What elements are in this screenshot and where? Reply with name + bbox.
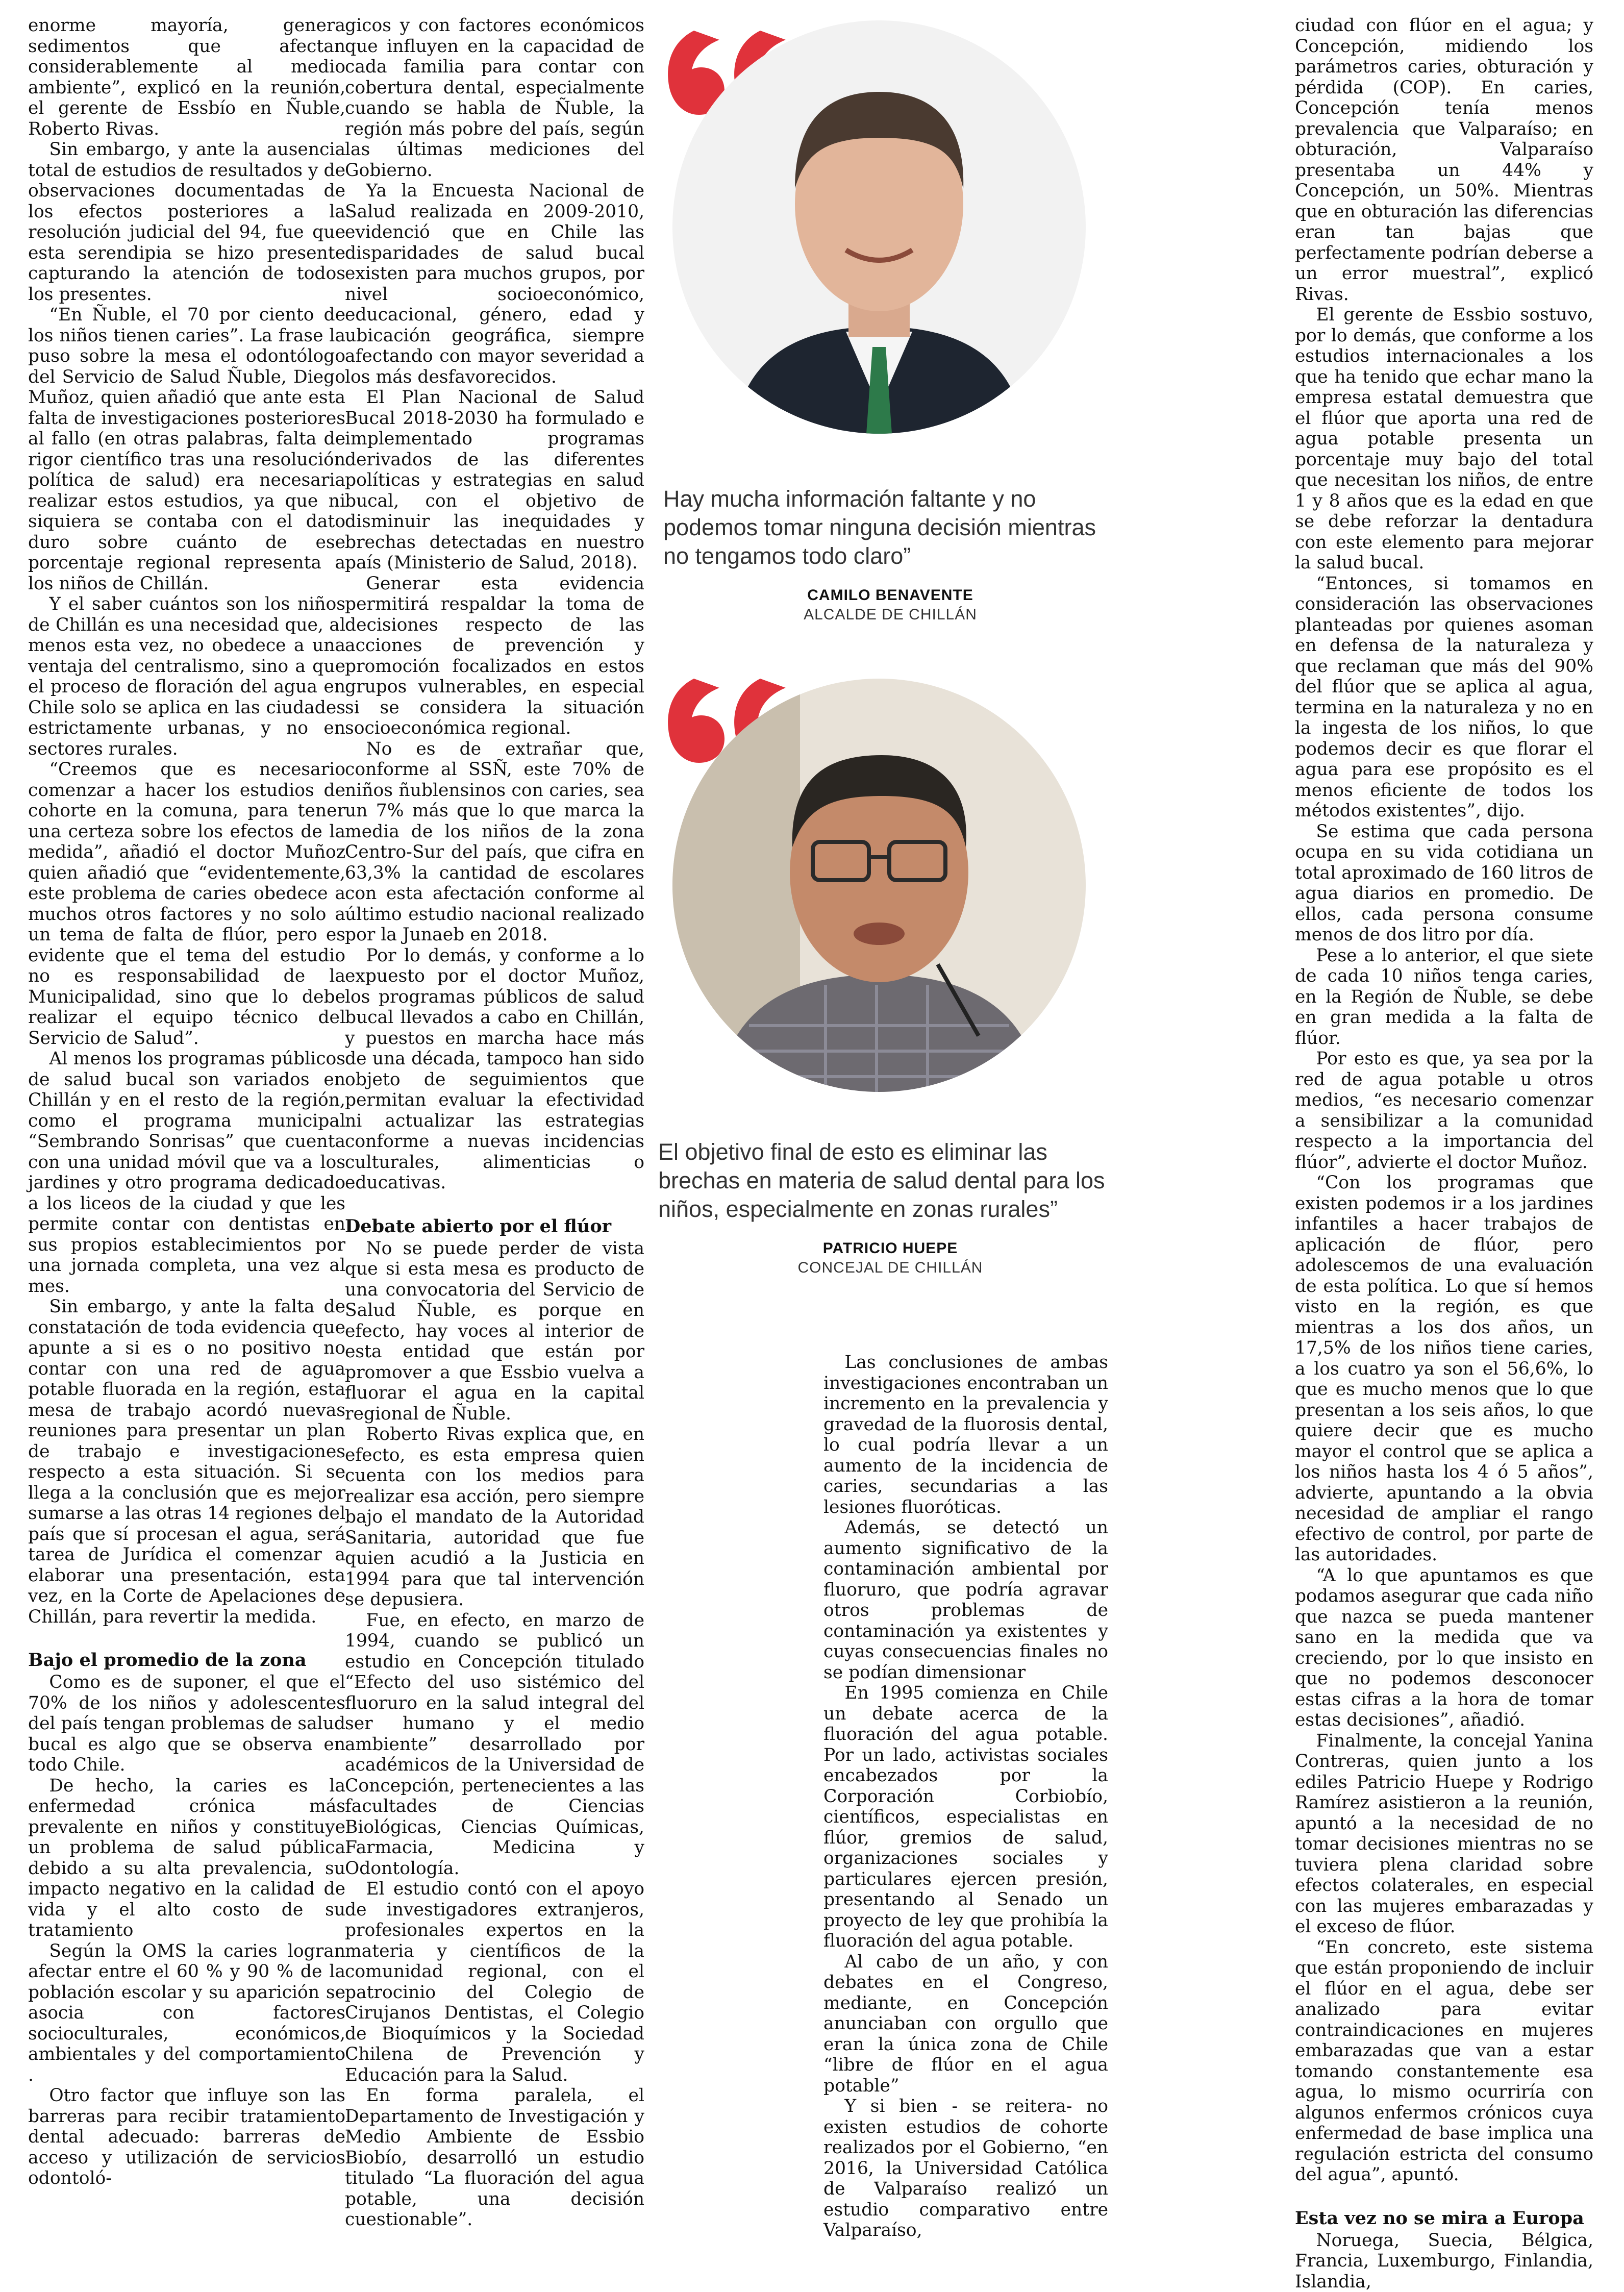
quote-author: CAMILO BENAVENTE: [776, 587, 1005, 604]
paragraph: El gerente de Essbio sostuvo, por lo demás, que conforme a los estudios internacionales a los que ha tenido que echar mano la empresa estatal demuestra que el flúor que aporta una red de agua potable presenta un porcentaje muy bajo del total que necesitan los niños, de entre 1 y 8 años que es la edad en que se debe reforzar la dentadura con este elemento para mejorar la salud bucal.: [1295, 305, 1593, 574]
paragraph: Como es de suponer, el que el 70% de los niños y adolescentes del país tengan problemas de salud bucal es algo que se observa en todo Chile.: [28, 1672, 345, 1776]
quote-role: ALCALDE DE CHILLÁN: [776, 606, 1005, 624]
paragraph: De hecho, la caries es la enfermedad crónica más prevalente en niños y constituye un problema de salud pública debido a su alta prevalencia, su impacto negativo en la calidad de vida y el alto costo de su tratamiento: [28, 1776, 345, 1941]
paragraph: Fue, en efecto, en marzo de 1994, cuando se publicó un estudio en Concepción titulado “Efecto del uso sistémico del fluoruro en la salud integral del ser humano y el medio ambiente” desarrollado por académicos de la Universidad de Concepción, pertenecientes a las facultades de Ciencias Biológicas, Ciencias Químicas, Farmacia, Medicina y Odontología.: [345, 1610, 644, 1879]
paragraph: Y si bien - se reitera- no existen estudios de cohorte realizados por el Gobierno, “en 2016, la Universidad Católica de Valparaíso realizó un estudio comparativo entre Valparaíso,: [823, 2096, 1108, 2241]
paragraph: Además, se detectó un aumento significativo de la contaminación ambiental por fluoruro, que podría agravar otros problemas de contaminación ya existentes y cuyas consecuencias finales no se podían dimensionar: [823, 1517, 1108, 1683]
paragraph: Al menos los programas públicos de salud bucal son variados en Chillán y en el resto de la región, como el programa municipal “Sembrando Sonrisas” que cuenta con una unidad móvil que va a los jardines y otro programa dedicado a los liceos de la ciudad y que les permite contar con dentistas en sus propios establecimientos por una jornada completa, una vez al mes.: [28, 1049, 345, 1297]
paragraph: Según la OMS la caries logran afectar entre el 60 % y 90 % de la población escolar y su aparición se asocia con factores socioculturales, económicos, ambientales y del comportamiento .: [28, 1941, 345, 2086]
quote-author: PATRICIO HUEPE: [776, 1240, 1005, 1257]
paragraph: No se puede perder de vista que si esta mesa es producto de una convocatoria del Servicio de Salud Ñuble, es porque en efecto, hay voces al interior de esta entidad que están por promover a que Essbio vuelva a fluorar el agua en la capital regional de Ñuble.: [345, 1238, 644, 1425]
paragraph: Y el saber cuántos son los niños de Chillán es una necesidad que, al menos esta vez, no obedece a una ventaja del centralismo, sino a que el proceso de floración del agua en Chile solo se aplica en las ciudades estrictamente urbanas, y no en sectores rurales.: [28, 594, 345, 759]
paragraph: “Creemos que es necesario comenzar a hacer los estudios de cohorte en la comuna, para tener una certeza sobre los efectos de la medida”, añadió el doctor Muñoz quien añadió que “evidentemente, este problema de caries obedece a muchos otros factores y no solo a un tema de falta de flúor, pero es evidente que el tema del estudio no es responsabilidad de la Municipalidad, sino que lo debe realizar el equipo técnico del Servicio de Salud”.: [28, 759, 345, 1049]
quote-role: CONCEJAL DE CHILLÁN: [776, 1259, 1005, 1277]
portrait-patricio-huepe: [672, 679, 1086, 1092]
paragraph: “A lo que apuntamos es que podamos asegurar que cada niño que nazca se pueda mantener sano en la medida que va creciendo, por lo que insisto en que no podemos desconocer estas cifras a la hora de tomar estas decisiones”, añadió.: [1295, 1565, 1593, 1731]
paragraph: “En concreto, este sistema que están proponiendo de incluir el flúor en el agua, debe ser analizado para evitar contraindicaciones en mujeres embarazadas que van a estar tomando constantemente esa agua, lo mismo ocurriría con algunos enfermos crónicos cuya enfermedad de base implica una regulación estricta del consumo del agua”, apuntó.: [1295, 1937, 1593, 2185]
paragraph: El Plan Nacional de Salud Bucal 2018-2030 ha formulado e implementado programas derivados de las diferentes políticas y estrategias en salud bucal, con el objetivo de disminuir las inequidades y brechas detectadas en nuestro país (Ministerio de Salud, 2018).: [345, 387, 644, 574]
quote-text: El objetivo final de esto es eliminar las brechas en materia de salud dental para los niños, especialmente en zonas rurales”: [658, 1138, 1117, 1224]
paragraph: Por lo demás, y conforme a lo expuesto por el doctor Muñoz, los programas públicos de salud bucal llevados a cabo en Chillán, y puestos en marcha hace más de una década, tampoco han sido objeto de seguimientos que permitan evaluar la efectividad ni actualizar las estrategias conforme a nuevas incidencias culturales, alimenticias o educativas.: [345, 945, 644, 1193]
article-column-1: [28, 15, 345, 2189]
portrait-camilo-benavente: [672, 20, 1086, 434]
article-column-3: [823, 1352, 1108, 2241]
paragraph: El estudio contó con el apoyo de investigadores extranjeros, profesionales expertos en la materia y científicos de la comunidad regional, con el patrocinio del Colegio de Cirujanos Dentistas, el Colegio de Bioquímicos y la Sociedad Chilena de Prevención y Educación para la Salud.: [345, 1879, 644, 2085]
paragraph: En 1995 comienza en Chile un debate acerca de la fluoración del agua potable. Por un lado, activistas sociales encabezados por la Corporación Corbiobío, científicos, especialistas en flúor, gremios de salud, organizaciones sociales y particulares ejercen presión, presentando al Senado un proyecto de ley que prohibía la fluoración del agua potable.: [823, 1683, 1108, 1952]
paragraph: “Con los programas que existen podemos ir a los jardines infantiles a hacer trabajos de aplicación de flúor, pero adolescemos de una evaluación de esta política. Lo que sí hemos visto en la región, es que mientras a los dos años, un 17,5% de los niños tiene caries, a los cuatro ya son el 56,6%, lo que es mucho menos que lo que presentan a los seis años, lo que quiere decir que es mucho mayor el control que se aplica a los niños hasta los 4 ó 5 años”, advierte, apuntando a la obvia necesidad de ampliar el rango efectivo de control, por parte de las autoridades.: [1295, 1173, 1593, 1565]
paragraph: ciudad con flúor en el agua; y Concepción, midiendo los parámetros caries, obturación y pérdida (COP). En caries, Concepción tenía menos prevalencia que Valparaíso; en obturación, Valparaíso presentaba un 44% y Concepción, un 50%. Mientras que en obturación las diferencias eran tan bajas que perfectamente podrían deberse a un error muestral”, explicó Rivas.: [1295, 15, 1593, 305]
quote-text: Hay mucha información faltante y no podemos tomar ninguna decisión mientras no tengamos todo claro”: [663, 485, 1122, 570]
paragraph: “Entonces, si tomamos en consideración las observaciones planteadas por quienes asoman en defensa de la naturaleza y que reclaman que más del 90% del flúor que se aplica al agua, termina en la naturaleza y no en la ingesta de los niños, lo que podemos decir es que florar el agua para ese propósito es el menos eficiente de todos los métodos existentes”, dijo.: [1295, 574, 1593, 821]
paragraph: Noruega, Suecia, Bélgica, Francia, Luxemburgo, Finlandia, Islandia,: [1295, 2230, 1593, 2292]
section-heading: Esta vez no se mira a Europa: [1295, 2208, 1593, 2229]
paragraph: Otro factor que influye son las barreras para recibir tratamiento dental adecuado: barreras de acceso y utilización de servicios odontoló-: [28, 2085, 345, 2189]
pull-quote-1: [658, 20, 1291, 648]
article-column-4: [1295, 15, 1593, 2292]
paragraph: Se estima que cada persona ocupa en su vida cotidiana un total aproximado de 160 litros de agua diarios en promedio. De ellos, cada persona consume menos de dos litro por día.: [1295, 821, 1593, 945]
paragraph: Generar esta evidencia permitirá respaldar la toma de decisiones respecto de las acciones de prevención y promoción focalizados en estos grupos vulnerables, en especial si se considera la situación socioeconómica regional.: [345, 574, 644, 739]
paragraph: “En Ñuble, el 70 por ciento de los niños tienen caries”. La frase la puso sobre la mesa el odontólogo del Servicio de Salud Ñuble, Diego Muñoz, quien añadió que ante esta falta de investigaciones posteriores al fallo (en otras palabras, falta de rigor científico tras una resolución política de salud) era necesaria realizar estos estudios, ya que ni siquiera se contaba con el dato duro sobre cuánto de ese porcentaje regional representa a los niños de Chillán.: [28, 305, 345, 594]
paragraph: Por esto es que, ya sea por la red de agua potable u otros medios, “es necesario comenzar a sensibilizar a la comunidad respecto a la importancia del flúor”, advierte el doctor Muñoz.: [1295, 1049, 1593, 1173]
paragraph: Sin embargo, y ante la ausencia total de estudios de resultados y de observaciones documentadas de los efectos posteriores a la resolución judicial del 94, fue que esta serendipia se hizo presente capturando la atención de todos los presentes.: [28, 139, 345, 305]
paragraph: En forma paralela, el Departamento de Investigación y Medio Ambiente de Essbio Biobío, desarrolló un estudio titulado “La fluoración del agua potable, una decisión cuestionable”.: [345, 2085, 644, 2230]
paragraph: gicos y con factores económicos que influyen en la capacidad de cada familia para contar con cobertura dental, especialmente cuando se habla de Ñuble, la región más pobre del país, según las últimas mediciones del Gobierno.: [345, 15, 644, 181]
paragraph: Roberto Rivas explica que, en efecto, es esta empresa quien cuenta con los medios para realizar esa acción, pero siempre bajo el mandato de la Autoridad Sanitaria, autoridad que fue quien acudió a la Justicia en 1994 para que tal intervención se depusiera.: [345, 1424, 644, 1610]
pull-quote-2: [658, 674, 1291, 1337]
paragraph: Finalmente, la concejal Yanina Contreras, quien junto a los ediles Patricio Huepe y Rodrigo Ramírez asistieron a la reunión, apuntó a la necesidad de no tomar decisiones mientras no se tuviera plena claridad sobre efectos colaterales, en especial con las mujeres embarazadas y el exceso de flúor.: [1295, 1731, 1593, 1937]
section-heading: Bajo el promedio de la zona: [28, 1650, 345, 1671]
paragraph: Sin embargo, y ante la falta de constatación de toda evidencia que apunte a si es o no positivo no contar con una red de agua potable fluorada en la región, esta mesa de trabajo acordó nuevas reuniones para presentar un plan de trabajo e investigaciones respecto a esta situación. Si se llega a la conclusión que es mejor sumarse a las otras 14 regiones del país que sí procesan el agua, será tarea de Jurídica el comenzar a elaborar una presentación, esta vez, en la Corte de Apelaciones de Chillán, para revertir la medida.: [28, 1297, 345, 1627]
paragraph: Las conclusiones de ambas investigaciones encontraban un incremento en la prevalencia y gravedad de la fluorosis dental, lo cual podría llevar a un aumento de la incidencia de caries, secundarias a las lesiones fluoróticas.: [823, 1352, 1108, 1517]
paragraph: Pese a lo anterior, el que siete de cada 10 niños tenga caries, en la Región de Ñuble, se debe en gran medida a la falta de flúor.: [1295, 945, 1593, 1049]
paragraph: No es de extrañar que, conforme al SSÑ, este 70% de niños ñublensinos con caries, sea un 7% más que lo que marca la media de los niños de la zona Centro-Sur del país, que cifra en 63,3% la cantidad de escolares con esta afectación conforme al último estudio nacional realizado por la Junaeb en 2018.: [345, 739, 644, 945]
paragraph: enorme mayoría, genera sedimentos que afectan considerablemente al medio ambiente”, explicó en la reunión, el gerente de Essbío en Ñuble, Roberto Rivas.: [28, 15, 345, 139]
paragraph: Ya la Encuesta Nacional de Salud realizada en 2009-2010, evidenció que en Chile las disparidades de salud bucal existen para muchos grupos, por nivel socioeconómico, educacional, género, edad y ubicación geográfica, siempre afectando con mayor severidad a los más desfavorecidos.: [345, 181, 644, 387]
paragraph: Al cabo de un año, y con debates en el Congreso, mediante, en Concepción anunciaban con orgullo que eran la única zona de Chile “libre de flúor en el agua potable”: [823, 1952, 1108, 2097]
section-heading: Debate abierto por el flúor: [345, 1216, 644, 1237]
article-column-2: [345, 15, 644, 2230]
